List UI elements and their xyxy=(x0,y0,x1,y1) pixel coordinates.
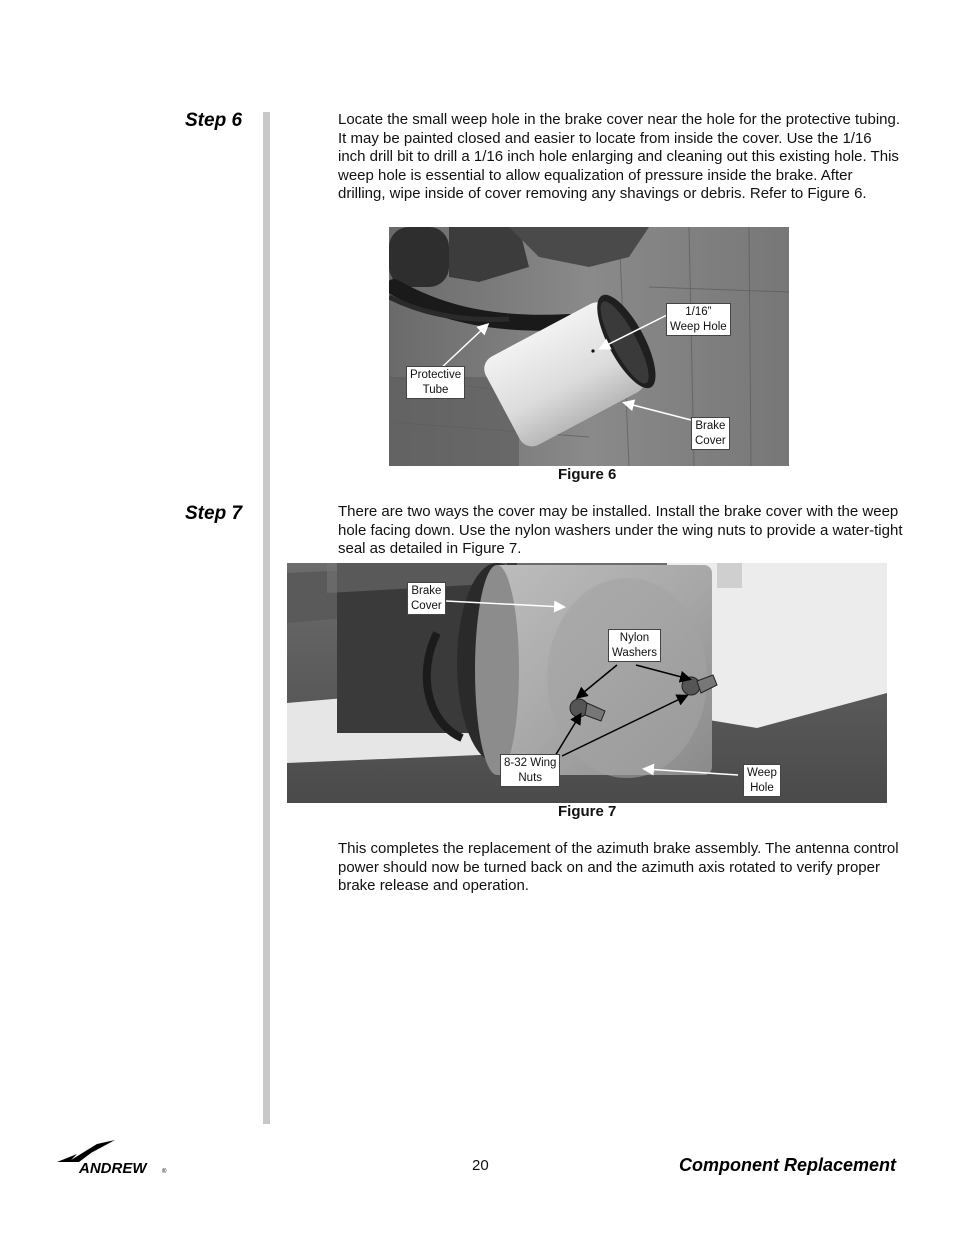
logo-text: ANDREW xyxy=(79,1160,147,1176)
step-6-label: Step 6 xyxy=(185,110,243,131)
callout-brake-cover: Brake Cover xyxy=(691,417,730,450)
closing-text: This completes the replacement of the azimuth brake assembly. The antenna control power should now be turned back on and the azimuth axis rotated to verify proper brake release and operation. xyxy=(338,840,899,895)
callout-weep-hole-7: Weep Hole xyxy=(743,764,781,797)
step-7-label: Step 7 xyxy=(185,503,243,524)
callout-weep-hole: 1/16” Weep Hole xyxy=(666,303,731,336)
figure-7-caption: Figure 7 xyxy=(558,803,617,820)
callout-brake-cover-7: Brake Cover xyxy=(407,582,446,615)
step-7-text: There are two ways the cover may be installed. Install the brake cover with the weep hole facing down. Use the nylon washers under the wing nuts to provide a water-tight seal as detailed in Figure 7. xyxy=(338,503,903,558)
page-number: 20 xyxy=(472,1157,489,1174)
callout-nylon-washers: Nylon Washers xyxy=(608,629,661,662)
svg-text:®: ® xyxy=(162,1169,167,1175)
margin-rule xyxy=(263,112,270,1124)
section-title: Component Replacement xyxy=(678,1155,896,1175)
figure-6-caption: Figure 6 xyxy=(558,466,617,483)
callout-protective-tube: Protective Tube xyxy=(406,366,465,399)
step-6-text: Locate the small weep hole in the brake cover near the hole for the protective tubing. It may be painted closed and easier to locate from inside the cover. Use the 1/16 inch drill bit to drill a 1/16 inch hole enlarging and cleaning out this existing hole. This weep hole is essential to allow equalization of pressure inside the brake. After drilling, wipe inside of cover removing any shavings or debris. Refer to Figure 6. xyxy=(338,111,901,203)
andrew-logo xyxy=(55,1140,175,1181)
figure-7-arrows xyxy=(287,563,887,803)
callout-wing-nuts: 8-32 Wing Nuts xyxy=(500,754,560,787)
